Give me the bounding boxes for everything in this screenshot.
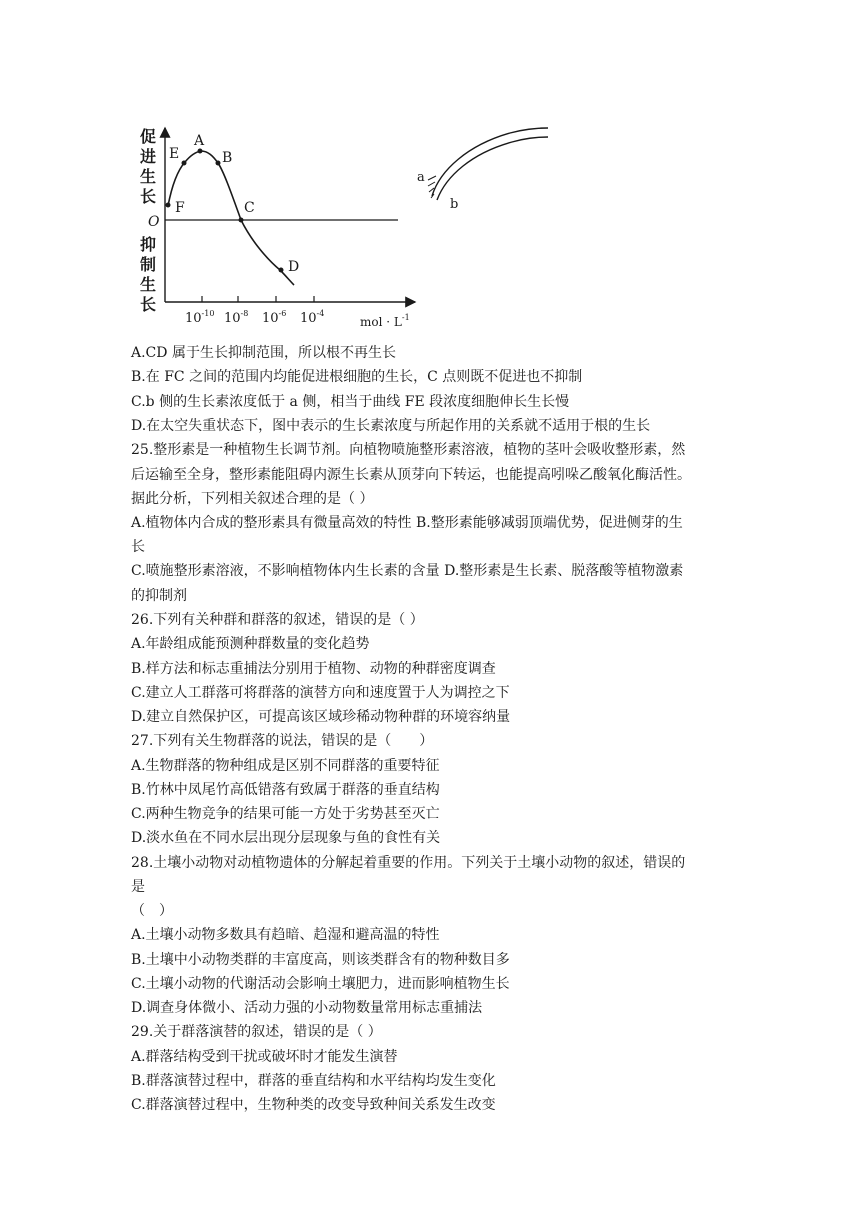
- option-line: A.CD 属于生长抑制范围，所以根不再生长: [131, 345, 396, 361]
- option-line: A.生物群落的物种组成是区别不同群落的重要特征: [131, 758, 440, 774]
- option-line: C.两种生物竞争的结果可能一方处于劣势甚至灭亡: [131, 806, 440, 822]
- point-f: [166, 203, 171, 208]
- option-line: B.样方法和标志重捕法分别用于植物、动物的种群密度调查: [131, 661, 496, 677]
- question-stem: 27.下列有关生物群落的说法，错误的是（ ）: [131, 733, 434, 749]
- option-line: B.群落演替过程中，群落的垂直结构和水平结构均发生变化: [131, 1073, 496, 1089]
- option-line: B.土壤中小动物类群的丰富度高，则该类群含有的物种数目多: [131, 952, 510, 968]
- point-c: [239, 218, 244, 223]
- option-line: A.土壤小动物多数具有趋暗、趋湿和避高温的特性: [131, 927, 440, 943]
- option-line: C.喷施整形素溶液，不影响植物体内生长素的含量 D.整形素是生长素、脱落酸等植物激素: [131, 563, 684, 579]
- question-stem: 28.土壤小动物对动植物遗体的分解起着重要的作用。下列关于土壤小动物的叙述，错误的: [131, 855, 686, 871]
- origin-label: O: [148, 214, 160, 230]
- option-line: D.淡水鱼在不同水层出现分层现象与鱼的食性有关: [131, 830, 441, 846]
- label-b: B: [222, 150, 233, 166]
- x-tick-1: $10^{-10}$: [185, 309, 215, 326]
- y-label-promote-2: 进: [140, 147, 157, 166]
- y-label-inhibit-1: 抑: [140, 235, 157, 254]
- option-line: C.土壤小动物的代谢活动会影响土壤肥力，进而影响植物生长: [131, 976, 510, 992]
- y-label-inhibit-3: 生: [140, 275, 157, 294]
- y-label-inhibit-4: 长: [140, 295, 157, 314]
- option-line: 的抑制剂: [131, 588, 187, 604]
- option-line: D.在太空失重状态下，图中表示的生长素浓度与所起作用的关系就不适用于根的生长: [131, 418, 651, 434]
- point-d: [279, 268, 284, 273]
- y-label-inhibit-2: 制: [140, 255, 157, 274]
- x-unit-label: mol · $L^{-1}$: [360, 313, 410, 329]
- y-label-promote-1: 促: [140, 127, 157, 146]
- x-tick-2: $10^{-8}$: [224, 309, 249, 326]
- bent-root-figure: [417, 128, 548, 212]
- question-stem: 后运输至全身，整形素能阻碍内源生长素从顶芽向下转运，也能提高吲哚乙酸氧化酶活性。: [131, 467, 691, 483]
- option-line: A.群落结构受到干扰或破坏时才能发生演替: [131, 1049, 398, 1065]
- option-line: B.在 FC 之间的范围内均能促进根细胞的生长，C 点则既不促进也不抑制: [131, 369, 583, 385]
- option-line: 长: [131, 539, 145, 555]
- label-d: D: [288, 259, 300, 275]
- question-stem: 是: [131, 879, 145, 895]
- option-line: A.年龄组成能预测种群数量的变化趋势: [131, 636, 370, 652]
- y-label-promote-4: 长: [140, 187, 157, 206]
- y-label-promote-3: 生: [140, 167, 157, 186]
- point-b: [216, 161, 221, 166]
- label-e: E: [169, 146, 180, 162]
- root-label-a: a: [417, 170, 425, 185]
- x-tick-4: $10^{-4}$: [300, 309, 325, 326]
- question-stem: 26.下列有关种群和群落的叙述，错误的是（ ）: [131, 612, 424, 628]
- option-line: C.群落演替过程中，生物种类的改变导致种间关系发生改变: [131, 1097, 496, 1113]
- question-stem: 据此分析，下列相关叙述合理的是（ ）: [131, 491, 374, 507]
- response-curve: [168, 151, 294, 285]
- label-c: C: [244, 200, 255, 216]
- question-stem: 25.整形素是一种植物生长调节剂。向植物喷施整形素溶液，植物的茎叶会吸收整形素，然: [131, 442, 686, 458]
- point-e: [182, 161, 187, 166]
- question-stem: 29.关于群落演替的叙述，错误的是（ ）: [131, 1024, 382, 1040]
- option-line: C.建立人工群落可将群落的演替方向和速度置于人为调控之下: [131, 685, 510, 701]
- root-label-b: b: [450, 197, 459, 212]
- option-line: B.竹林中凤尾竹高低错落有致属于群落的垂直结构: [131, 782, 440, 798]
- point-a: [198, 149, 203, 154]
- option-line: D.调查身体微小、活动力强的小动物数量常用标志重捕法: [131, 1000, 483, 1016]
- x-tick-3: $10^{-6}$: [262, 309, 287, 326]
- question-stem: （ ）: [131, 903, 173, 919]
- option-line: A.植物体内合成的整形素具有微量高效的特性 B.整形素能够减弱顶端优势，促进侧芽的生: [131, 515, 683, 531]
- label-f: F: [175, 200, 185, 216]
- auxin-response-figure: [0, 0, 860, 340]
- option-line: D.建立自然保护区，可提高该区域珍稀动物种群的环境容纳量: [131, 709, 511, 725]
- label-a: A: [194, 133, 205, 149]
- option-line: C.b 侧的生长素浓度低于 a 侧，相当于曲线 FE 段浓度细胞伸长生长慢: [131, 394, 570, 410]
